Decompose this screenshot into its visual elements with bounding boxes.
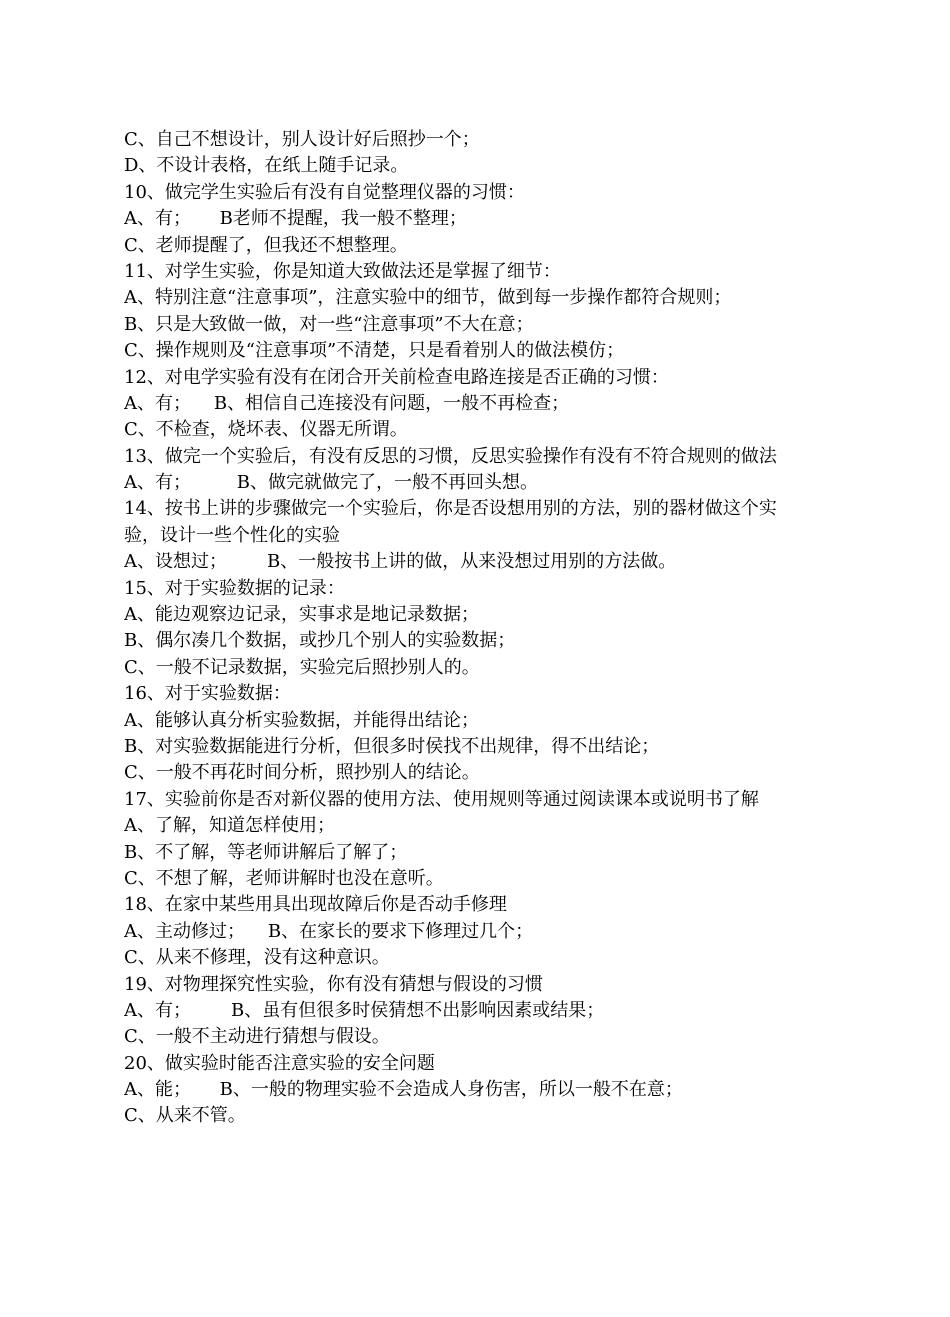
text-line: A、设想过； B、一般按书上讲的做，从来没想过用别的方法做。 <box>124 551 677 573</box>
text-line: C、老师提醒了，但我还不想整理。 <box>124 234 408 256</box>
text-line: C、操作规则及“注意事项”不清楚，只是看着别人的做法模仿； <box>124 340 625 362</box>
text-line: A、能够认真分析实验数据，并能得出结论； <box>124 709 479 731</box>
text-line: C、自己不想设计，别人设计好后照抄一个； <box>124 129 480 150</box>
text-line: C、不检查，烧坏表、仪器无所谓。 <box>124 419 408 441</box>
text-line: C、一般不主动进行猜想与假设。 <box>124 1026 390 1048</box>
question-line: 19、对物理探究性实验，你有没有猜想与假设的习惯 <box>124 973 543 995</box>
text-line: B、只是大致做一做，对一些“注意事项”不大在意； <box>124 313 534 335</box>
text-line: A、能； B、一般的物理实验不会造成人身伤害，所以一般不在意； <box>124 1079 683 1101</box>
text-line: A、特别注意“注意事项”，注意实验中的细节，做到每一步操作都符合规则； <box>124 287 732 309</box>
text-line: A、了解，知道怎样使用； <box>124 815 335 837</box>
text-line: B、不了解，等老师讲解后了解了； <box>124 841 408 863</box>
text-line: B、偶尔凑几个数据，或抄几个别人的实验数据； <box>124 630 516 652</box>
question-line: 14、按书上讲的步骤做完一个实验后，你是否设想用别的方法，别的器材做这个实 <box>124 498 777 520</box>
text-line: C、从来不管。 <box>124 1105 246 1127</box>
text-line: A、有； B老师不提醒，我一般不整理； <box>124 208 467 230</box>
text-line: D、不设计表格，在纸上随手记录。 <box>124 155 409 177</box>
question-line: 12、对电学实验有没有在闭合开关前检查电路连接是否正确的习惯： <box>124 366 669 388</box>
text-line: C、一般不再花时间分析，照抄别人的结论。 <box>124 762 480 784</box>
question-line: 10、做完学生实验后有没有自觉整理仪器的习惯： <box>124 181 525 203</box>
text-line: A、有； B、虽有但很多时侯猜想不出影响因素或结果； <box>124 999 605 1021</box>
question-line: 验，设计一些个性化的实验 <box>124 524 340 546</box>
questionnaire-text <box>124 127 854 1130</box>
question-line: 16、对于实验数据： <box>124 683 291 705</box>
question-line: 11、对学生实验，你是知道大致做法还是掌握了细节： <box>124 260 561 282</box>
text-line: C、一般不记录数据，实验完后照抄别人的。 <box>124 656 480 678</box>
text-line: C、不想了解，老师讲解时也没在意听。 <box>124 867 444 889</box>
question-line: 13、做完一个实验后，有没有反思的习惯，反思实验操作有没有不符合规则的做法 <box>124 445 777 467</box>
question-line: 20、做实验时能否注意实验的安全问题 <box>124 1052 435 1074</box>
text-line: A、有； B、做完就做完了，一般不再回头想。 <box>124 472 538 494</box>
text-line: A、有； B、相信自己连接没有问题，一般不再检查； <box>124 392 570 414</box>
question-line: 15、对于实验数据的记录： <box>124 577 345 599</box>
text-line: C、从来不修理，没有这种意识。 <box>124 947 390 969</box>
text-line: A、能边观察边记录，实事求是地记录数据； <box>124 604 479 626</box>
question-line: 18、在家中某些用具出现故障后你是否动手修理 <box>124 894 507 916</box>
text-line: A、主动修过； B、在家长的要求下修理过几个； <box>124 920 534 942</box>
question-line: 17、实验前你是否对新仪器的使用方法、使用规则等通过阅读课本或说明书了解 <box>124 788 759 810</box>
text-line: B、对实验数据能进行分析，但很多时侯找不出规律，得不出结论； <box>124 735 660 757</box>
